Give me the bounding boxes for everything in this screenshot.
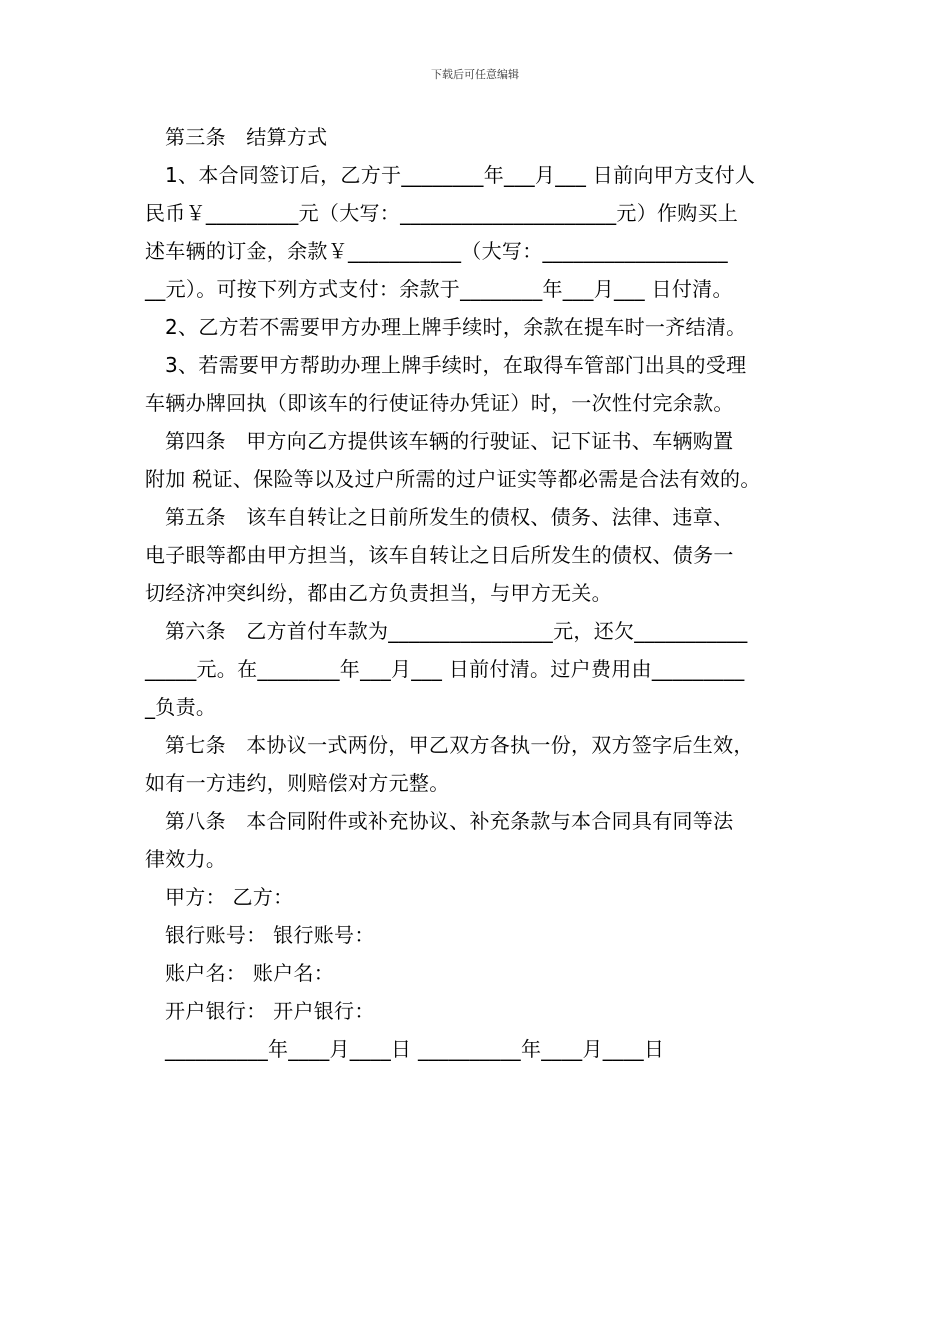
article-6: 第六条 乙方首付车款为________________元，还欠___________ xyxy=(165,619,748,643)
article-6: _负责。 xyxy=(145,695,217,719)
article-4: 附加 税证、保险等以及过户所需的过户证实等都必需是合法有效的。 xyxy=(145,467,761,491)
article-5: 切经济冲突纠纷，都由乙方负责担当，与甲方无关。 xyxy=(145,581,612,605)
clause-3-1: 述车辆的订金，余款￥___________（大写：__________________ xyxy=(145,239,728,263)
clause-3-3: 3、若需要甲方帮助办理上牌手续时，在取得车管部门出具的受理 xyxy=(165,353,747,377)
party-names: 甲方： 乙方： xyxy=(165,885,294,909)
article-7: 第七条 本协议一式两份，甲乙双方各执一份，双方签字后生效， xyxy=(165,733,754,757)
article-5: 第五条 该车自转让之日前所发生的债权、债务、法律、违章、 xyxy=(165,505,734,529)
page-header: 下载后可任意编辑 xyxy=(431,68,519,81)
article-5: 电子眼等都由甲方担当，该车自转让之日后所发生的债权、债务一 xyxy=(145,543,734,567)
bank-account-numbers: 银行账号： 银行账号： xyxy=(165,923,375,947)
article-6: _____元。在________年___月___ 日前付清。过户费用由_________ xyxy=(145,657,745,681)
clause-3-3: 车辆办牌回执（即该车的行使证待办凭证）时，一次性付完余款。 xyxy=(145,391,734,415)
clause-3-2: 2、乙方若不需要甲方办理上牌手续时，余款在提车时一齐结清。 xyxy=(165,315,747,339)
signature-dates: __________年____月____日 __________年____月____日 xyxy=(165,1037,665,1061)
article-4: 第四条 甲方向乙方提供该车辆的行驶证、记下证书、车辆购置 xyxy=(165,429,734,453)
contract-body xyxy=(145,118,825,1068)
clause-3-1: __元）。可按下列方式支付：余款于________年___月___ 日付清。 xyxy=(145,277,733,301)
article-8: 第八条 本合同附件或补充协议、补充条款与本合同具有同等法 xyxy=(165,809,734,833)
opening-banks: 开户银行： 开户银行： xyxy=(165,999,375,1023)
article-7: 如有一方违约，则赔偿对方元整。 xyxy=(145,771,450,795)
article-3-heading: 第三条 结算方式 xyxy=(165,125,328,149)
account-names: 账户名： 账户名： xyxy=(165,961,335,985)
clause-3-1: 1、本合同签订后，乙方于________年___月___ 日前向甲方支付人 xyxy=(165,163,756,187)
clause-3-1: 民币￥_________元（大写：_____________________元）作购买上 xyxy=(145,201,739,225)
article-8: 律效力。 xyxy=(145,847,227,871)
